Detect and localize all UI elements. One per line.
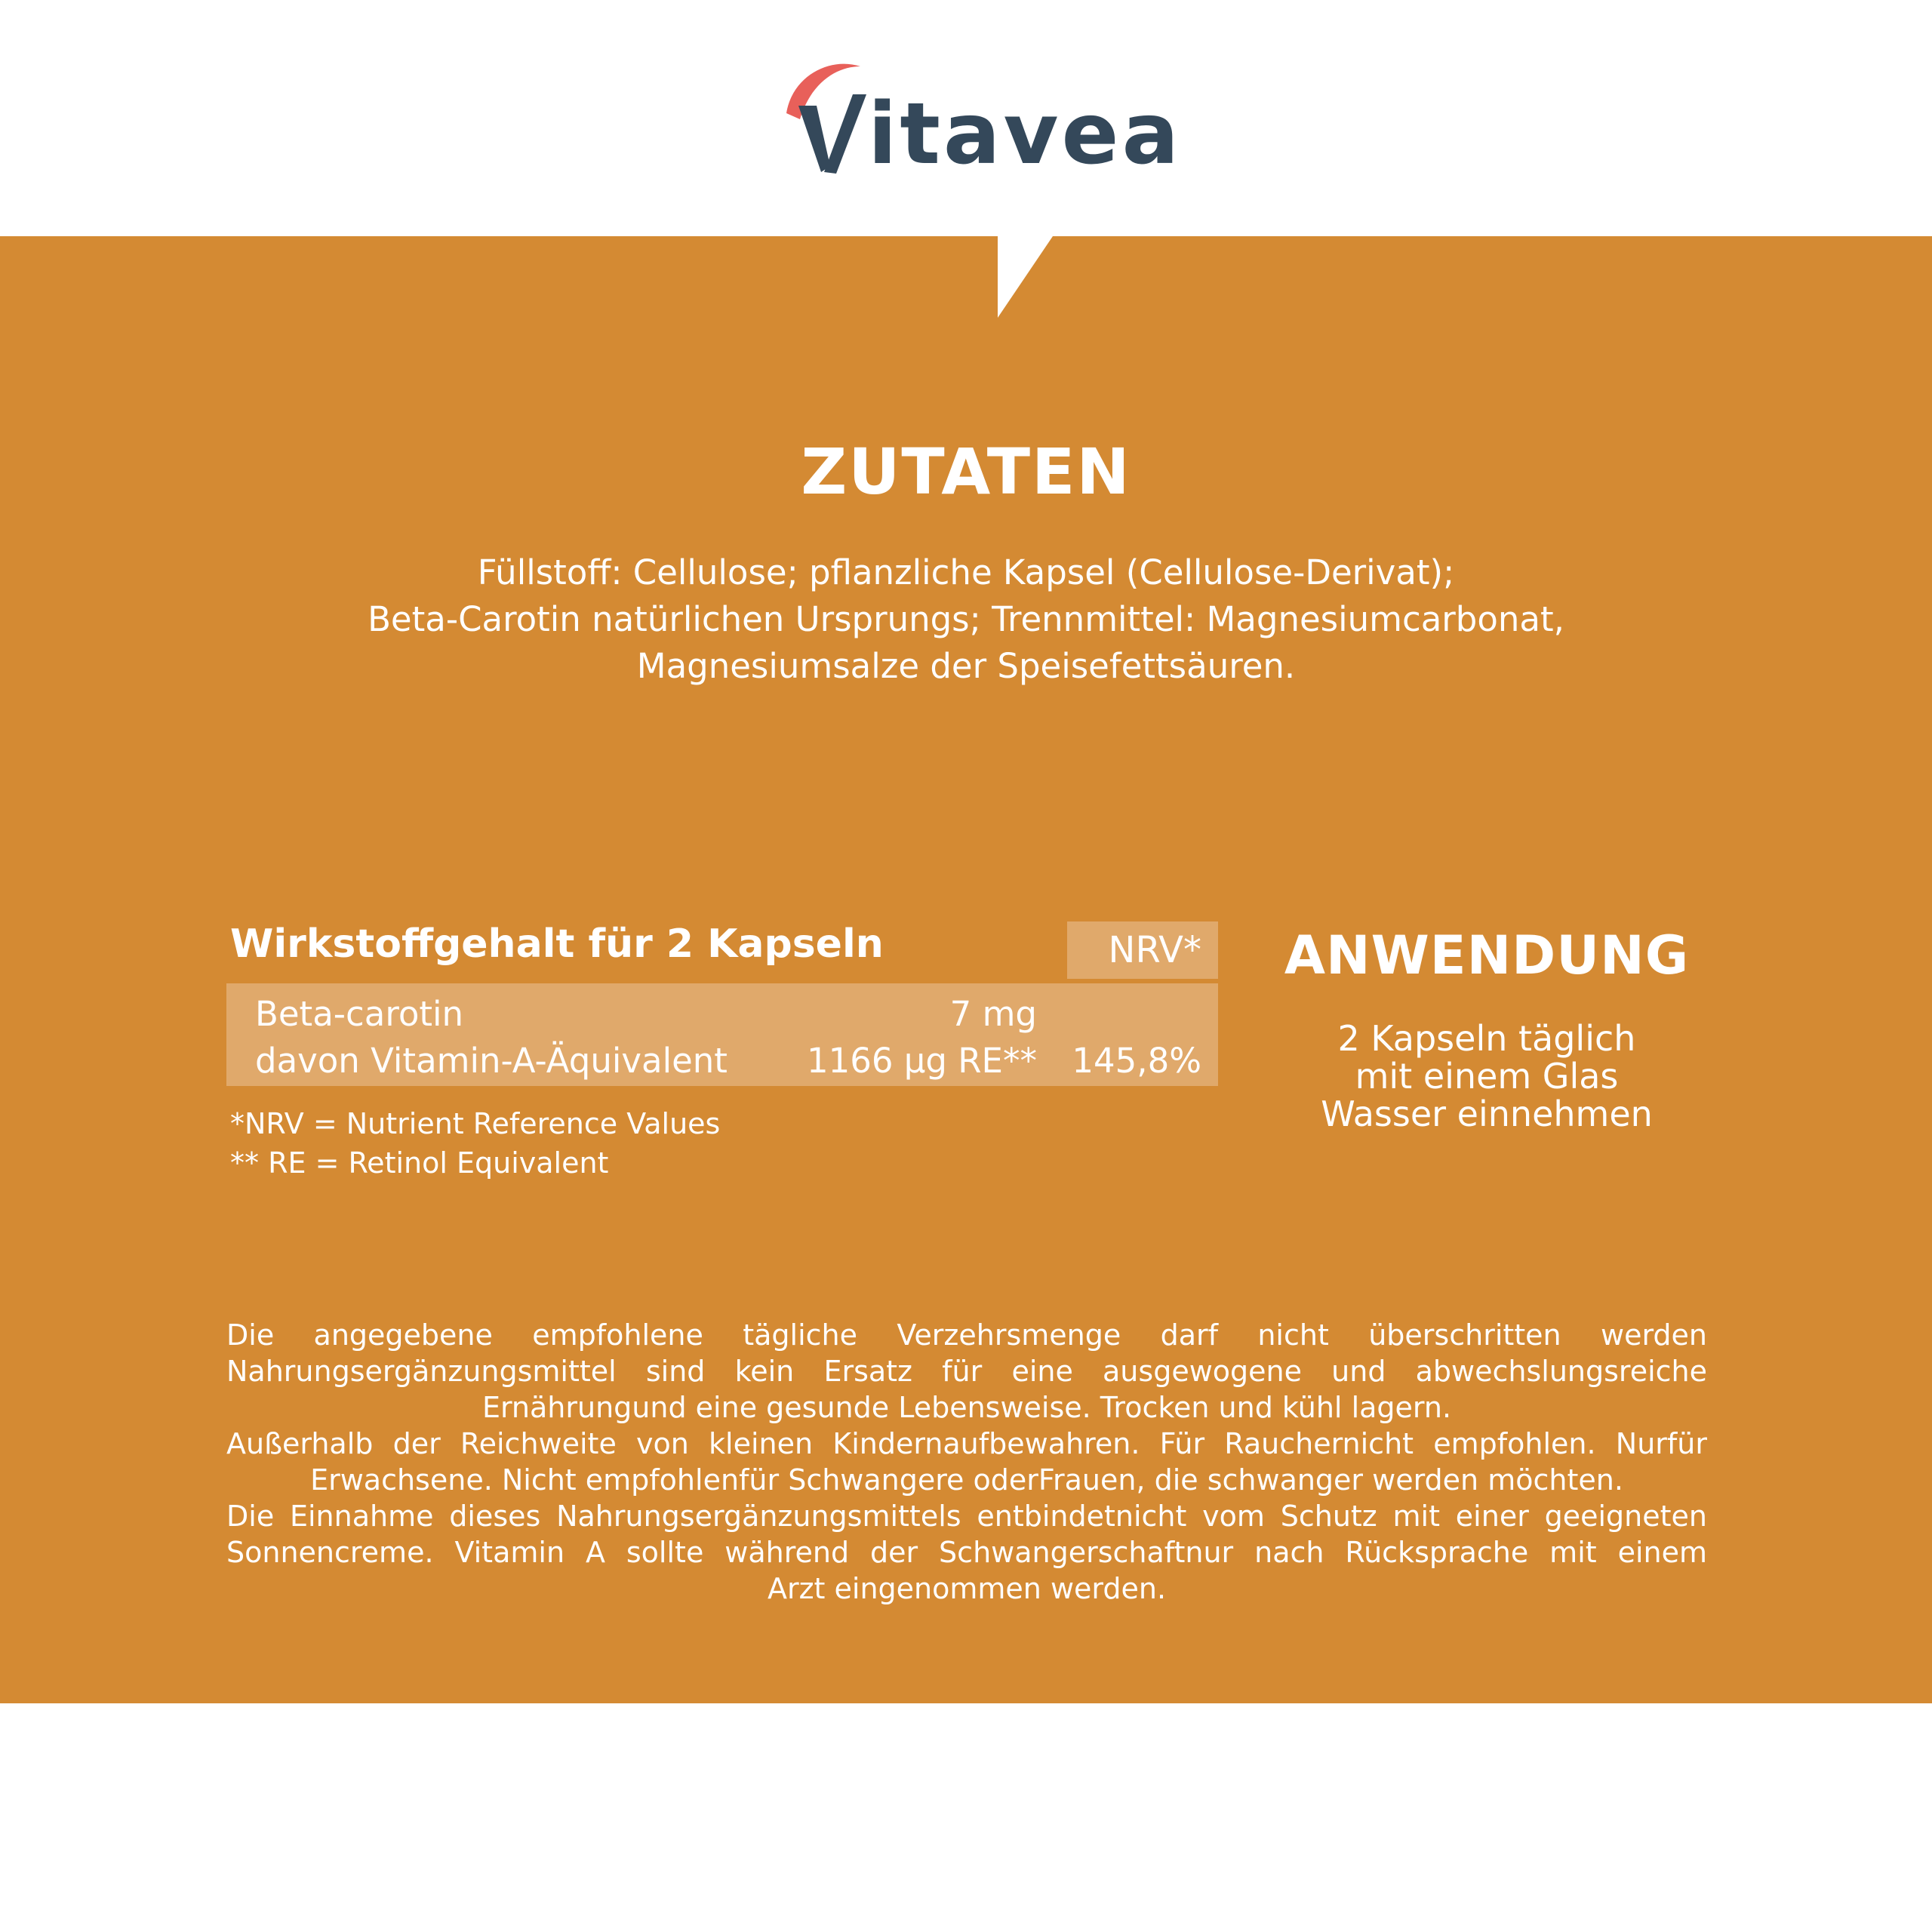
ingredients-line: Beta-Carotin natürlichen Ursprungs; Trennmittel: Magnesiumcarbonat, xyxy=(368,599,1564,639)
info-panel xyxy=(0,236,1932,1703)
usage-line: mit einem Glas xyxy=(1355,1056,1619,1097)
speech-notch-icon xyxy=(0,236,1932,327)
ingredients-line: Magnesiumsalze der Speisefettsäuren. xyxy=(636,646,1296,686)
logo-v-mark-icon xyxy=(777,53,883,189)
disclaimer-line: Arzt eingenommen werden. xyxy=(767,1572,1167,1605)
nutrient-name: davon Vitamin-A-Äquivalent xyxy=(255,1041,728,1081)
usage-line: Wasser einnehmen xyxy=(1321,1094,1653,1134)
ingredients-text xyxy=(226,549,1706,690)
disclaimer-line: Erwachsene. Nicht empfohlenfür Schwangere oderFrauen, die schwanger werden möchten. xyxy=(310,1463,1623,1497)
nutrients-title: Wirkstoffgehalt für 2 Kapseln xyxy=(230,921,884,967)
ingredients-title: ZUTATEN xyxy=(801,435,1131,509)
disclaimer-line: Nahrungsergänzungsmittel sind kein Ersatz für eine ausgewogene und abwechslungsreiche xyxy=(226,1355,1707,1388)
disclaimer xyxy=(226,1317,1707,1607)
nrv-header-label: NRV* xyxy=(1108,929,1201,971)
footnotes xyxy=(230,1104,720,1183)
nrv-header xyxy=(1067,921,1218,979)
nutrient-amount: 1166 µg RE** xyxy=(806,1041,1037,1081)
disclaimer-line: Die angegebene empfohlene tägliche Verzehrsmenge darf nicht überschritten werden xyxy=(226,1318,1707,1352)
logo-wordmark: itavea xyxy=(868,85,1183,183)
ingredients-line: Füllstoff: Cellulose; pflanzliche Kapsel (Cellulose-Derivat); xyxy=(477,552,1455,592)
footnote: ** RE = Retinol Equivalent xyxy=(230,1146,609,1180)
footnote: *NRV = Nutrient Reference Values xyxy=(230,1107,721,1140)
usage-title: ANWENDUNG xyxy=(1284,924,1690,986)
table-row xyxy=(226,1038,1218,1084)
usage-line: 2 Kapseln täglich xyxy=(1337,1018,1636,1059)
disclaimer-line: Ernährungund eine gesunde Lebensweise. Trocken und kühl lagern. xyxy=(481,1391,1452,1424)
nutrient-name: Beta-carotin xyxy=(255,994,464,1034)
table-row xyxy=(226,991,1218,1038)
usage-text xyxy=(1238,1020,1736,1133)
nutrient-nrv: 145,8% xyxy=(1072,1041,1201,1081)
brand-logo xyxy=(777,53,1183,189)
nutrients-table xyxy=(226,983,1218,1086)
disclaimer-line: Außerhalb der Reichweite von kleinen Kindernaufbewahren. Für Rauchernicht empfohlen. Nurfür xyxy=(226,1427,1707,1460)
disclaimer-line: Sonnencreme. Vitamin A sollte während der Schwangerschaftnur nach Rücksprache mit einem xyxy=(226,1536,1707,1569)
nutrient-amount: 7 mg xyxy=(949,994,1037,1034)
disclaimer-line: Die Einnahme dieses Nahrungsergänzungsmittels entbindetnicht vom Schutz mit einer geeigneten xyxy=(226,1500,1707,1533)
